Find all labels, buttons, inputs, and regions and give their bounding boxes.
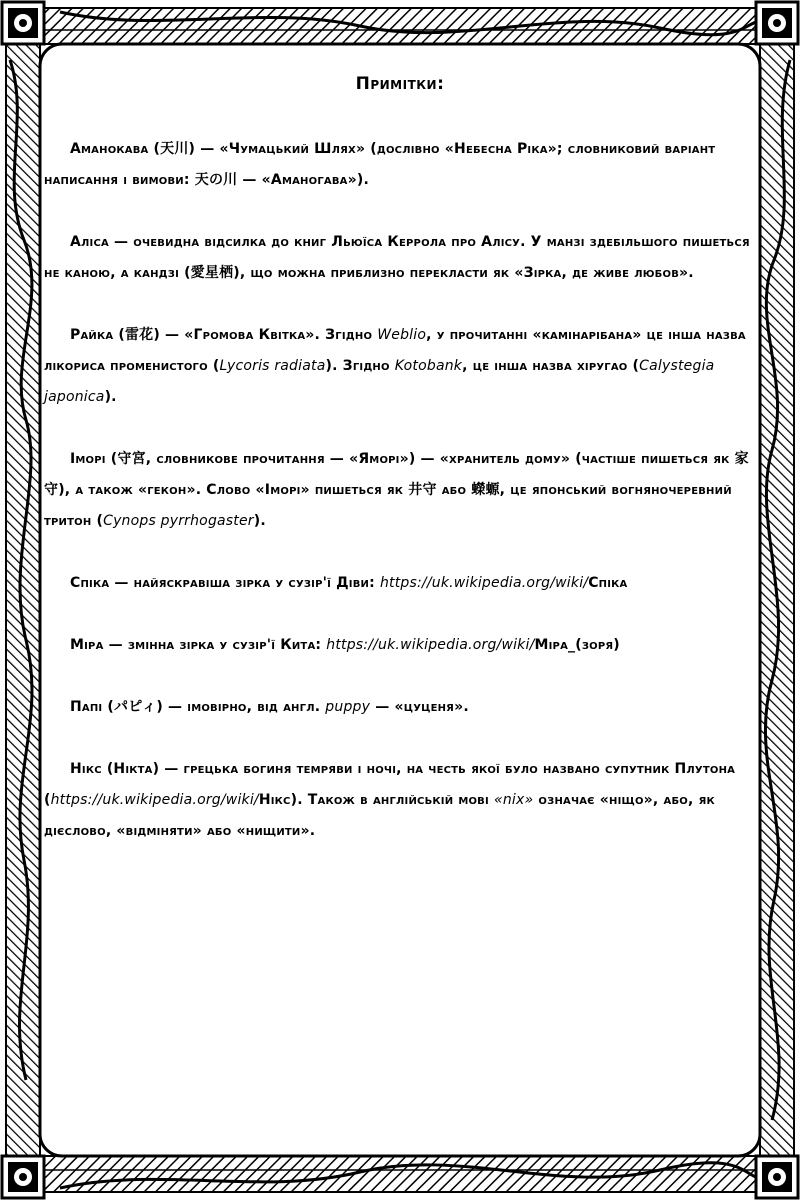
- note-text: Папі (パピィ) — імовірно, від англ.: [70, 699, 326, 715]
- corner-ornament-top-right: [756, 2, 798, 44]
- note-english-word: puppy: [325, 699, 371, 715]
- note-latin-name: Calystegia japonica: [44, 358, 715, 405]
- corner-ornament-bottom-left: [2, 1156, 44, 1198]
- note-text: — «цуценя».: [370, 699, 469, 715]
- note-imori: [44, 444, 756, 537]
- note-link[interactable]: https://uk.wikipedia.org/wiki/: [379, 575, 589, 591]
- note-spika: [44, 568, 756, 599]
- note-niks: [44, 754, 756, 847]
- note-latin-name: Cynops pyrrhogaster: [103, 513, 254, 529]
- note-text: Аліса — очевидна відсилка до книг Льюїса Керрола про Алісу. У манзі здебільшого пишеться не каною, а кандзі (愛星栖), що можна приблизно перекласти як «Зірка, де живе любов».: [44, 234, 750, 281]
- notes-page: [44, 62, 756, 878]
- note-text: Спіка — найяскравіша зірка у сузір'ї Діви:: [70, 575, 380, 591]
- note-text: , у прочитанні «камінарібана» це інша назва лікориса променистого (: [44, 327, 746, 374]
- note-link[interactable]: https://uk.wikipedia.org/wiki/: [50, 792, 259, 808]
- note-source-kotobank: Kotobank: [394, 358, 463, 374]
- note-link-tail[interactable]: Міра_(зоря): [534, 637, 620, 653]
- note-text: Нікс). Також в англійській мові: [258, 792, 495, 808]
- note-text: Іморі (守宮, словникове прочитання — «Яморі») — «хранитель дому» (частіше пишеться як 家守), а також «гекон». Слово «Іморі» пишеться як 井守 або 蠑螈, це японський вогняночеревний тритон (: [44, 451, 749, 529]
- note-mira: [44, 630, 756, 661]
- note-source-weblio: Weblio: [377, 327, 427, 343]
- corner-ornament-top-left: [2, 2, 44, 44]
- note-text: Райка (雷花) — «Громова Квітка». Згідно: [70, 327, 378, 343]
- note-text: Аманокава (天川) — «Чумацький Шлях» (дослівно «Небесна Ріка»; словниковий варіант написання і вимови: 天の川 — «Аманогава»).: [44, 141, 716, 188]
- note-text: ). Згідно: [325, 358, 395, 374]
- note-text: означає «ніщо», або, як дієслово, «відміняти» або «нищити».: [44, 792, 715, 839]
- note-text: ).: [253, 513, 266, 529]
- note-link[interactable]: https://uk.wikipedia.org/wiki/: [326, 637, 535, 653]
- note-text: Нікс (Нікта) — грецька богиня темряви і ночі, на честь якої було названо супутник Плутона (: [44, 761, 736, 808]
- note-text: , це інша назва хіругао (: [462, 358, 640, 374]
- corner-ornament-bottom-right: [756, 1156, 798, 1198]
- note-link-tail[interactable]: Спіка: [588, 575, 628, 591]
- note-latin-name: Lycoris radiata: [219, 358, 326, 374]
- note-alisa: [44, 227, 756, 289]
- note-papi: [44, 692, 756, 723]
- note-amanokawa: [44, 134, 756, 196]
- note-raika: [44, 320, 756, 413]
- note-english-word: «nix»: [494, 792, 534, 808]
- note-text: Міра — змінна зірка у сузір'ї Кита:: [70, 637, 327, 653]
- page-title: Примітки:: [355, 74, 445, 94]
- note-text: ).: [104, 389, 117, 405]
